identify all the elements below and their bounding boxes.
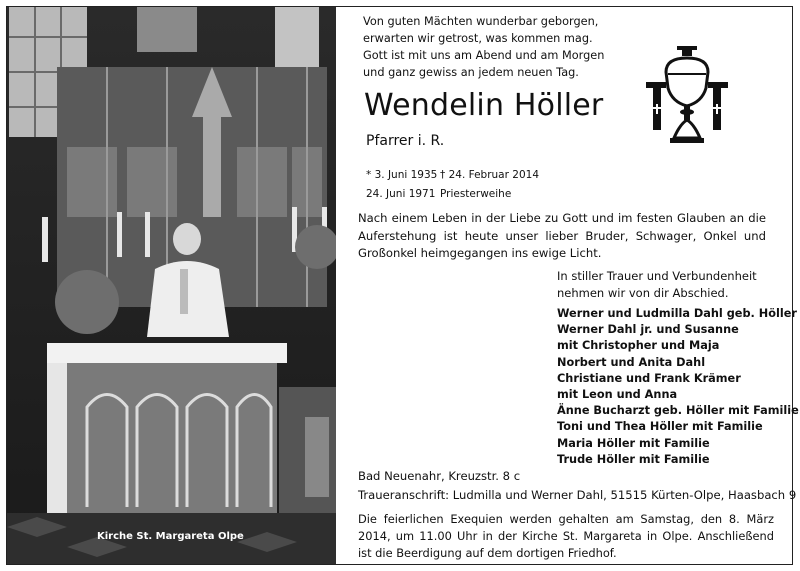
family-entry: Toni und Thea Höller mit Familie bbox=[557, 420, 763, 434]
family-entry: Christiane und Frank Krämer bbox=[557, 371, 741, 385]
ordination-row bbox=[366, 185, 539, 204]
church-altar-photo-image bbox=[7, 7, 336, 564]
ordination-date: 24. Juni 1971 bbox=[366, 188, 436, 200]
family-entry: Norbert und Anita Dahl bbox=[557, 355, 706, 369]
photo-caption: Kirche St. Margareta Olpe bbox=[97, 531, 244, 542]
family-entry: Werner und Ludmilla Dahl geb. Höller bbox=[557, 307, 797, 320]
addresses bbox=[358, 467, 796, 505]
deceased-title: Pfarrer i. R. bbox=[366, 133, 445, 149]
family-entry: Änne Bucharzt geb. Höller mit Familie bbox=[557, 404, 799, 418]
family-entry: Trude Höller mit Familie bbox=[557, 452, 710, 466]
family-entry: mit Leon und Anna bbox=[557, 388, 678, 402]
mourning-line: nehmen wir von dir Abschied. bbox=[557, 286, 729, 300]
family-entry: Werner Dahl jr. und Susanne bbox=[557, 323, 739, 337]
obituary-text: Nach einem Leben in der Liebe zu Gott und im festen Glauben an die Auferstehung ist heute unser lieber Bruder, Schwager, Onkel und Großonkel heimgegangen ins ewige Licht. bbox=[358, 211, 766, 260]
family-entry: mit Christopher und Maja bbox=[557, 339, 720, 353]
deceased-name: Wendelin Höller bbox=[364, 88, 604, 123]
mourning-intro bbox=[557, 268, 757, 302]
poem bbox=[363, 13, 633, 81]
funeral-info: Die feierlichen Exequien werden gehalten am Samstag, den 8. März 2014, um 11.00 Uhr in der Kirche St. Margareta in Olpe. Anschließend ist die Beerdigung auf dem dortigen Friedhof. bbox=[358, 512, 774, 560]
poem-line: und ganz gewiss an jedem neuen Tag. bbox=[363, 66, 579, 79]
life-dates bbox=[366, 166, 539, 204]
mourning-line: In stiller Trauer und Verbundenheit bbox=[557, 269, 757, 283]
death-date: † 24. Februar 2014 bbox=[440, 169, 539, 181]
poem-line: Von guten Mächten wunderbar geborgen, bbox=[363, 15, 599, 28]
birth-date: * 3. Juni 1935 bbox=[366, 169, 438, 181]
poem-line: Gott ist mit uns am Abend und am Morgen bbox=[363, 49, 605, 62]
residence-address: Bad Neuenahr, Kreuzstr. 8 c bbox=[358, 469, 521, 483]
birth-death-row bbox=[366, 166, 539, 185]
family-list bbox=[557, 306, 799, 468]
family-entry: Maria Höller mit Familie bbox=[557, 436, 710, 450]
mourning-address: Traueranschrift: Ludmilla und Werner Dahl, 51515 Kürten-Olpe, Haasbach 9 bbox=[358, 488, 797, 502]
poem-line: erwarten wir getrost, was kommen mag. bbox=[363, 32, 593, 45]
ordination-label: Priesterweihe bbox=[440, 188, 512, 200]
chalice-cross-icon bbox=[644, 44, 730, 148]
church-photo bbox=[7, 7, 336, 564]
